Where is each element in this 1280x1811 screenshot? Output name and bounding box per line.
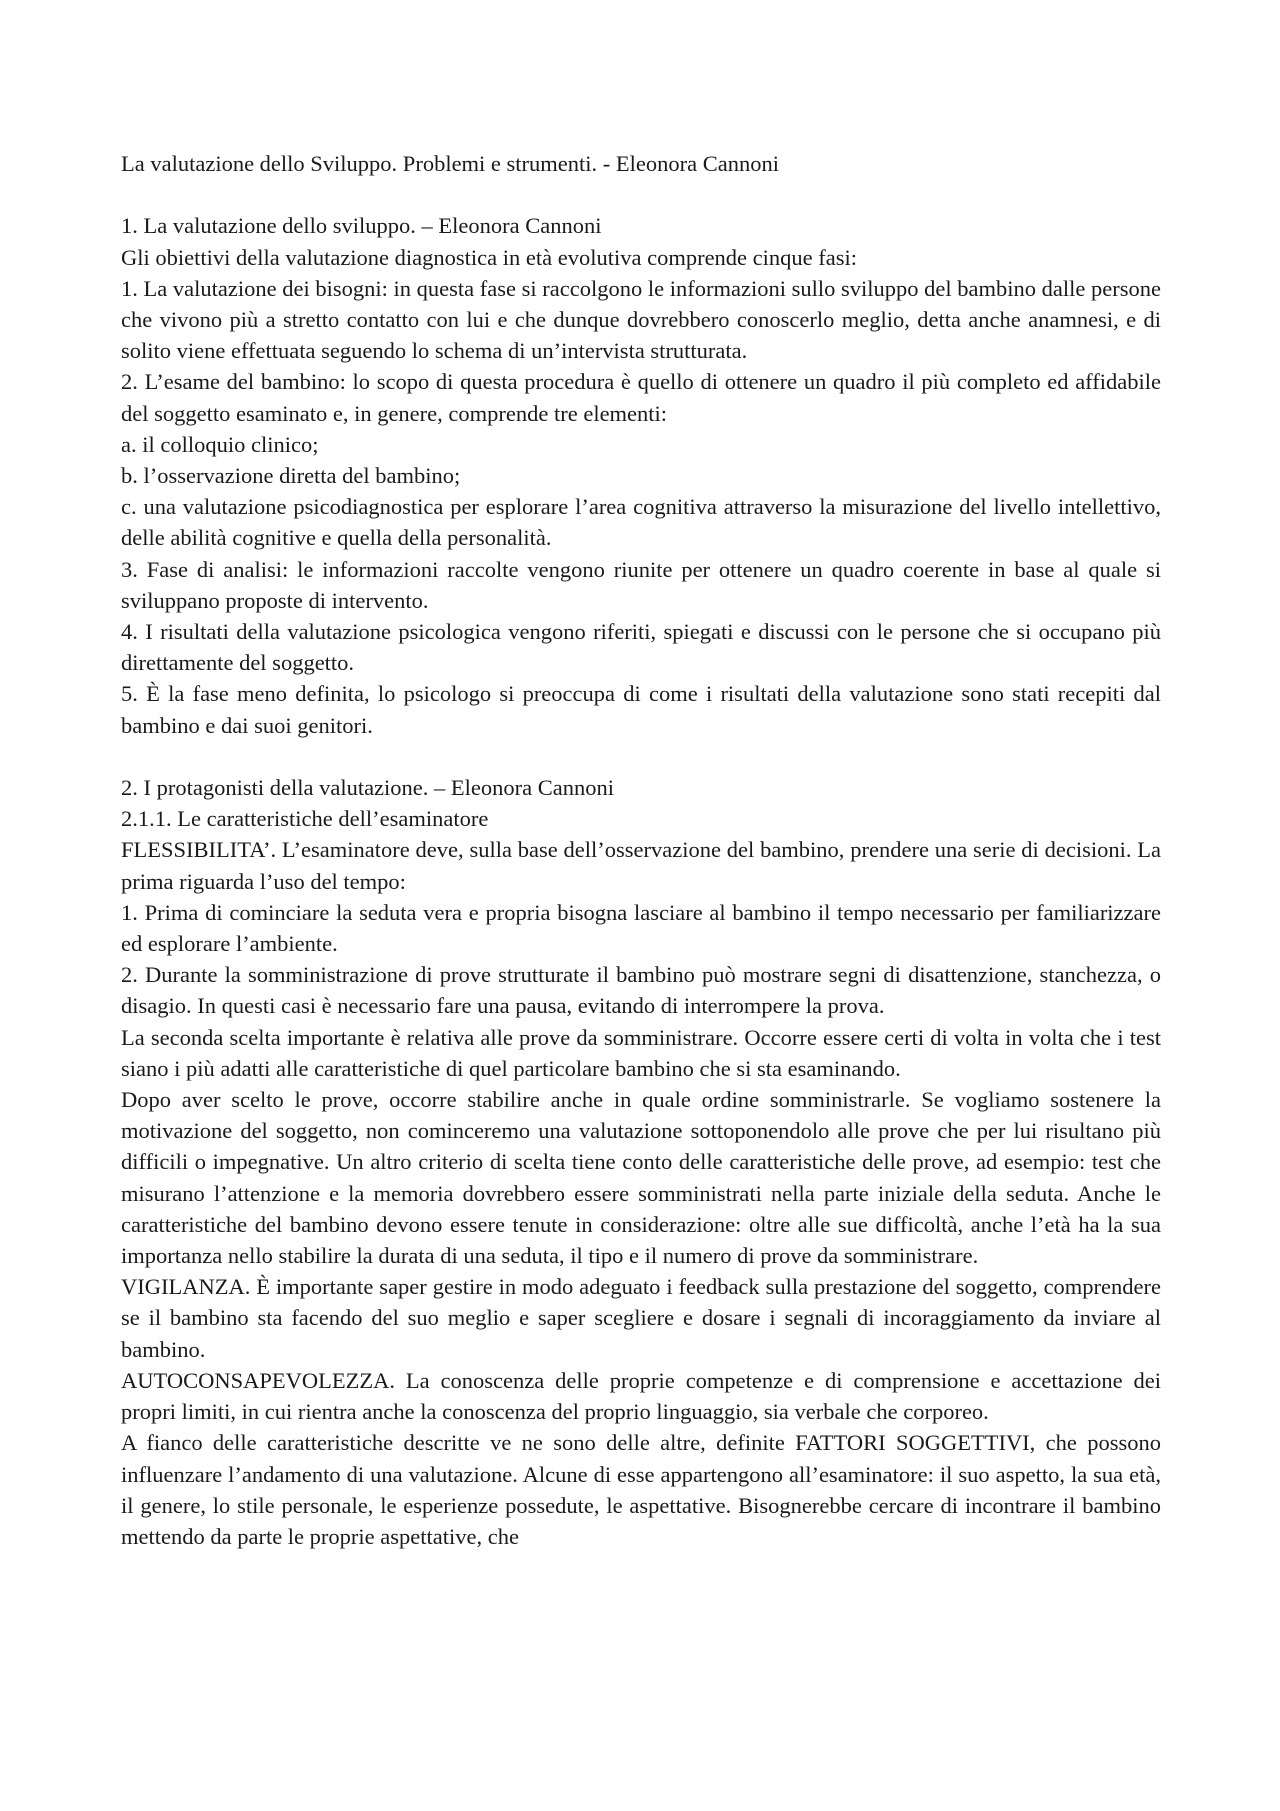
vigilanza-paragraph: VIGILANZA. È importante saper gestire in modo adeguato i feedback sulla prestazione del soggetto, comprendere se il bambino sta facendo del suo meglio e saper scegliere e dosare i segnali di incoraggiamento da inviare al bambino. <box>121 1274 1161 1362</box>
ordine-paragraph: Dopo aver scelto le prove, occorre stabilire anche in quale ordine somministrarle. Se vogliamo sostenere la motivazione del soggetto, non cominceremo una valutazione sottoponendolo alle prove che per lui risultano più difficili o impegnative. Un altro criterio di scelta tiene conto delle caratteristiche delle prove, ad esempio: test che misurano l’attenzione e la memoria dovrebbero essere somministrati nella parte iniziale della seduta. Anche le caratteristiche del bambino devono essere tenute in considerazione: oltre alle sue difficoltà, anche l’età ha la sua importanza nello stabilire la durata di una seduta, il tipo e il numero di prove da somministrare. <box>121 1087 1161 1269</box>
point-2-paragraph: 2. Durante la somministrazione di prove strutturate il bambino può mostrare segni di disattenzione, stanchezza, o disagio. In questi casi è necessario fare una pausa, evitando di interrompere la prova. <box>121 962 1161 1019</box>
paragraph-gap <box>121 179 1161 210</box>
phase-4-paragraph: 4. I risultati della valutazione psicologica vengono riferiti, spiegati e discussi con le persone che si occupano più direttamente del soggetto. <box>121 619 1161 676</box>
phase-3-paragraph: 3. Fase di analisi: le informazioni raccolte vengono riunite per ottenere un quadro coerente in base al quale si sviluppano proposte di intervento. <box>121 556 1161 613</box>
point-1-paragraph: 1. Prima di cominciare la seduta vera e propria bisogna lasciare al bambino il tempo necessario per familiarizzare ed esplorare l’ambiente. <box>121 899 1161 957</box>
section-2-heading: 2. I protagonisti della valutazione. – Eleonora Cannoni <box>121 775 614 801</box>
paragraph-gap <box>121 741 1161 772</box>
document-title: La valutazione dello Sviluppo. Problemi e strumenti. - Eleonora Cannoni <box>121 151 779 176</box>
section-1-heading: 1. La valutazione dello sviluppo. – Eleonora Cannoni <box>121 213 602 239</box>
section-1-intro: Gli obiettivi della valutazione diagnostica in età evolutiva comprende cinque fasi: <box>121 244 858 270</box>
list-item-a: a. il colloquio clinico; <box>121 431 319 457</box>
document-page <box>121 148 1161 1552</box>
list-item-c: c. una valutazione psicodiagnostica per esplorare l’area cognitiva attraverso la misurazione del livello intellettivo, delle abilità cognitive e quella della personalità. <box>121 494 1161 551</box>
phase-1-paragraph: 1. La valutazione dei bisogni: in questa fase si raccolgono le informazioni sullo sviluppo del bambino dalle persone che vivono più a stretto contatto con lui e che dunque dovrebbero conoscerlo meglio, detta anche anamnesi, e di solito viene effettuata seguendo lo schema di un’intervista strutturata. <box>121 275 1161 364</box>
phase-2-paragraph: 2. L’esame del bambino: lo scopo di questa procedura è quello di ottenere un quadro il più completo ed affidabile del soggetto esaminato e, in genere, comprende tre elementi: <box>121 369 1161 426</box>
phase-5-paragraph: 5. È la fase meno definita, lo psicologo si preoccupa di come i risultati della valutazione sono stati recepiti dal bambino e dai suoi genitori. <box>121 681 1161 738</box>
flessibilita-paragraph: FLESSIBILITA’. L’esaminatore deve, sulla base dell’osservazione del bambino, prendere una serie di decisioni. La prima riguarda l’uso del tempo: <box>121 837 1161 894</box>
seconda-scelta-paragraph: La seconda scelta importante è relativa alle prove da somministrare. Occorre essere certi di volta in volta che i test siano i più adatti alle caratteristiche di quel particolare bambino che si sta esaminando. <box>121 1024 1161 1081</box>
fattori-soggettivi-paragraph: A fianco delle caratteristiche descritte ve ne sono delle altre, definite FATTORI SOGGETTIVI, che possono influenzare l’andamento di una valutazione. Alcune di esse appartengono all’esaminatore: il suo aspetto, la sua età, il genere, lo stile personale, le esperienze possedute, le aspettative. Bisognerebbe cercare di incontrare il bambino mettendo da parte le proprie aspettative, che <box>121 1430 1161 1549</box>
autoconsapevolezza-paragraph: AUTOCONSAPEVOLEZZA. La conoscenza delle proprie competenze e di comprensione e accettazione dei propri limiti, in cui rientra anche la conoscenza del proprio linguaggio, sia verbale che corporeo. <box>121 1367 1161 1425</box>
section-2-subheading: 2.1.1. Le caratteristiche dell’esaminatore <box>121 806 489 832</box>
list-item-b: b. l’osservazione diretta del bambino; <box>121 463 461 489</box>
